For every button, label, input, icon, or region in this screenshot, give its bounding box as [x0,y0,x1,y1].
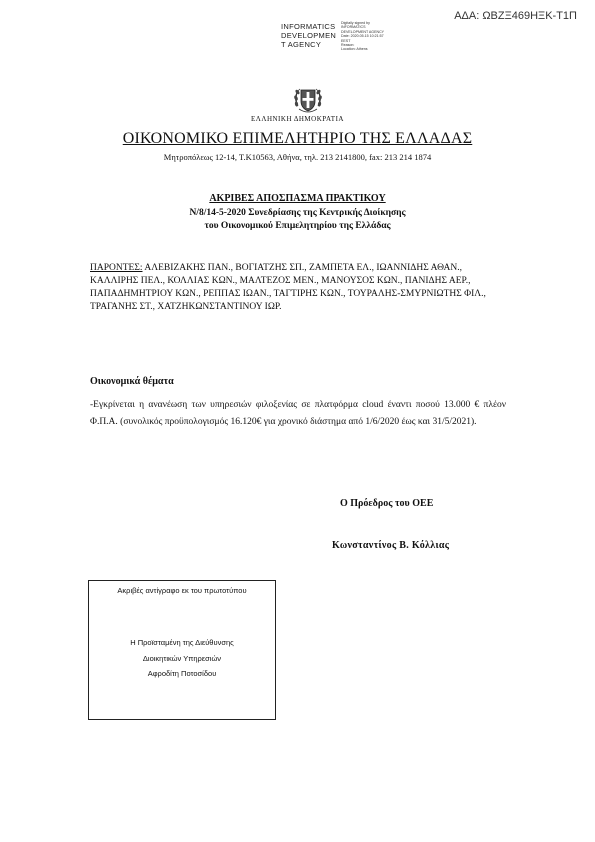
stamp-detail-line: Digitally signed by [341,21,370,25]
stamp-detail-line: Reason: [341,43,355,48]
greek-coat-of-arms-icon [290,82,326,118]
stamp-detail-line: Date: 2020.05.15 10:21:57 [341,34,384,39]
organization-address: Μητροπόλεως 12-14, Τ.Κ10563, Αθήνα, τηλ. 213 2141800, fax: 213 214 1874 [163,152,432,162]
ada-code: ΑΔΑ: ΩΒΖΞ469ΗΞΚ-Τ1Π [454,10,577,22]
certifier-role-line2: Διοικητικών Υπηρεσιών [142,654,222,663]
certified-copy-box [88,580,276,720]
organization-title: ΟΙΚΟΝΟΜΙΚΟ ΕΠΙΜΕΛΗΤΗΡΙΟ ΤΗΣ ΕΛΛΑΔΑΣ [122,130,473,147]
stamp-line: T AGENCY [281,40,322,49]
document-title: ΑΚΡΙΒΕΣ ΑΠΟΣΠΑΣΜΑ ΠΡΑΚΤΙΚΟΥ [209,193,386,204]
session-line-1: Ν/8/14-5-2020 Συνεδρίασης της Κεντρικής Διοίκησης [189,208,406,218]
signer-name: Κωνσταντίνος Β. Κόλλιας [332,540,450,551]
attendees-label: ΠΑΡΟΝΤΕΣ: [90,263,143,273]
certifier-role-line1: Η Προϊσταμένη της Διεύθυνσης [130,638,234,647]
stamp-detail-line: EEST [341,38,351,43]
stamp-line: DEVELOPMEN [281,31,337,40]
signer-role: Ο Πρόεδρος του ΟΕΕ [340,498,434,509]
digital-signature-stamp [281,22,336,49]
session-line-2: του Οικονομικού Επιμελητηρίου της Ελλάδας [204,221,391,231]
stamp-detail-line: INFORMATICS [341,25,366,30]
certifier-name: Αφροδίτη Ποτοσίδου [147,669,217,678]
decision-paragraph: -Εγκρίνεται η ανανέωση των υπηρεσιών φιλοξενίας σε πλατφόρμα cloud έναντι ποσού 13.000 € πλέον Φ.Π.Α. (συνολικός προϋπολογισμός 16.120€ για χρονικό διάστημα από 1/6/2020 έως και 31/5/2021). [90,400,506,427]
certified-copy-title: Ακριβές αντίγραφο εκ του πρωτοτύπου [117,586,247,595]
digital-signature-details [341,21,411,52]
stamp-detail-line: Location: Athens [341,47,368,52]
stamp-line: INFORMATICS [281,22,336,31]
section-title: Οικονομικά θέματα [90,376,174,387]
attendees-paragraph [90,262,500,314]
attendees-names: ΑΛΕΒΙΖΑΚΗΣ ΠΑΝ., ΒΟΓΙΑΤΖΗΣ ΣΠ., ΖΑΜΠΕΤΑ ΕΛ., ΙΩΑΝΝΙΔΗΣ ΑΘΑΝ., ΚΑΛΛΙΡΗΣ ΠΕΛ., ΚΟΛΛΙΑΣ ΚΩΝ., ΜΑΛΤΕΖΟΣ ΜΕΝ., ΜΑΝΟΥΣΟΣ ΚΩΝ., ΠΑΝΙΔΗΣ ΑΕΡ., ΠΑΠΑΔΗΜΗΤΡΙΟΥ ΚΩΝ., ΡΕΠΠΑΣ ΙΩΑΝ., ΤΑΓΤΙΡΗΣ ΚΩΝ., ΤΟΥΡΑΛΗΣ-ΣΜΥΡΝΙΩΤΗΣ ΦΙΛ., ΤΡΑΓΑΝΗΣ ΣΤ., ΧΑΤΖΗΚΩΝΣΤΑΝΤΙΝΟΥ ΙΩΡ. [90,263,486,312]
republic-label: ΕΛΛΗΝΙΚΗ ΔΗΜΟΚΡΑΤΙΑ [251,115,344,123]
stamp-detail-line: DEVELOPMENT AGENCY [341,29,385,34]
